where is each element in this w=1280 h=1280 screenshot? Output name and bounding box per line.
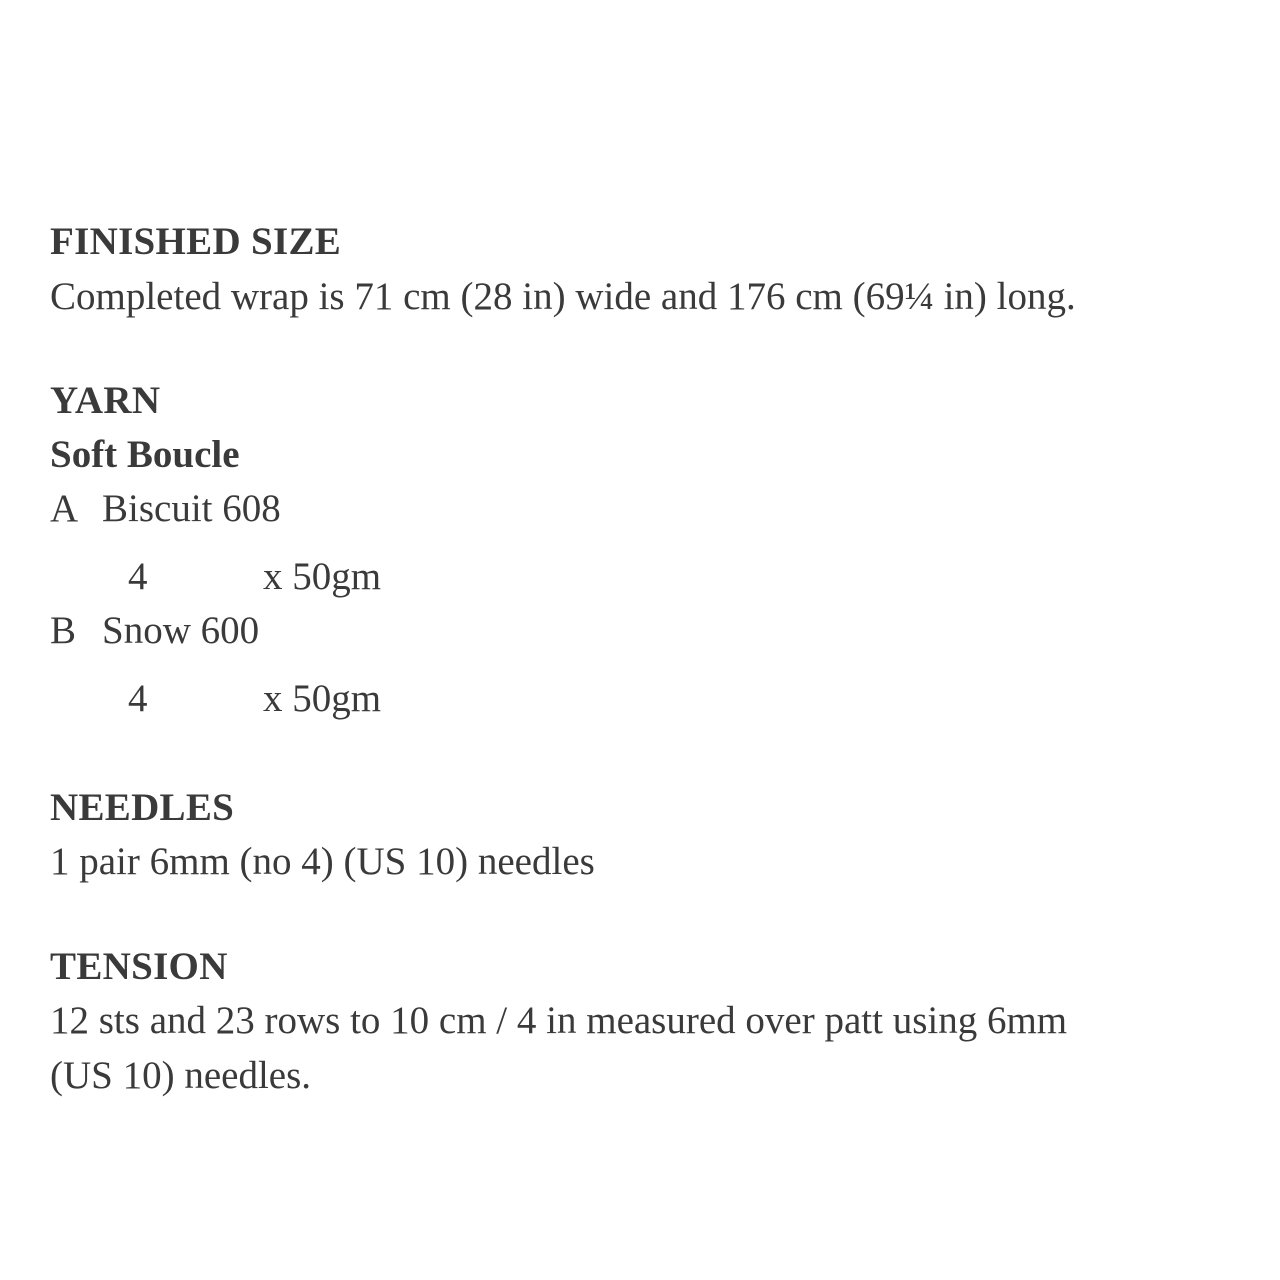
tension-text-line2: (US 10) needles. [50,1054,312,1097]
yarn-colour-name: Biscuit 608 [102,487,281,530]
yarn-colour-name: Snow 600 [102,609,260,652]
tension-text-line1: 12 sts and 23 rows to 10 cm / 4 in measured over patt using 6mm [50,999,1068,1042]
yarn-colour-b [50,611,259,650]
needles-heading: NEEDLES [50,786,235,829]
yarn-colour-letter: B [50,609,77,652]
yarn-colour-b-weight: x 50gm [263,677,382,720]
yarn-heading: YARN [50,379,161,422]
yarn-name: Soft Boucle [50,433,240,476]
needles-text: 1 pair 6mm (no 4) (US 10) needles [50,840,595,883]
yarn-colour-letter: A [50,487,79,530]
finished-size-heading: FINISHED SIZE [50,220,342,263]
yarn-colour-b-count: 4 [128,677,148,720]
tension-heading: TENSION [50,945,228,988]
yarn-colour-a-count: 4 [128,555,148,598]
finished-size-text: Completed wrap is 71 cm (28 in) wide and 176 cm (69¼ in) long. [50,275,1076,318]
yarn-colour-a [50,489,281,528]
yarn-colour-a-weight: x 50gm [263,555,382,598]
